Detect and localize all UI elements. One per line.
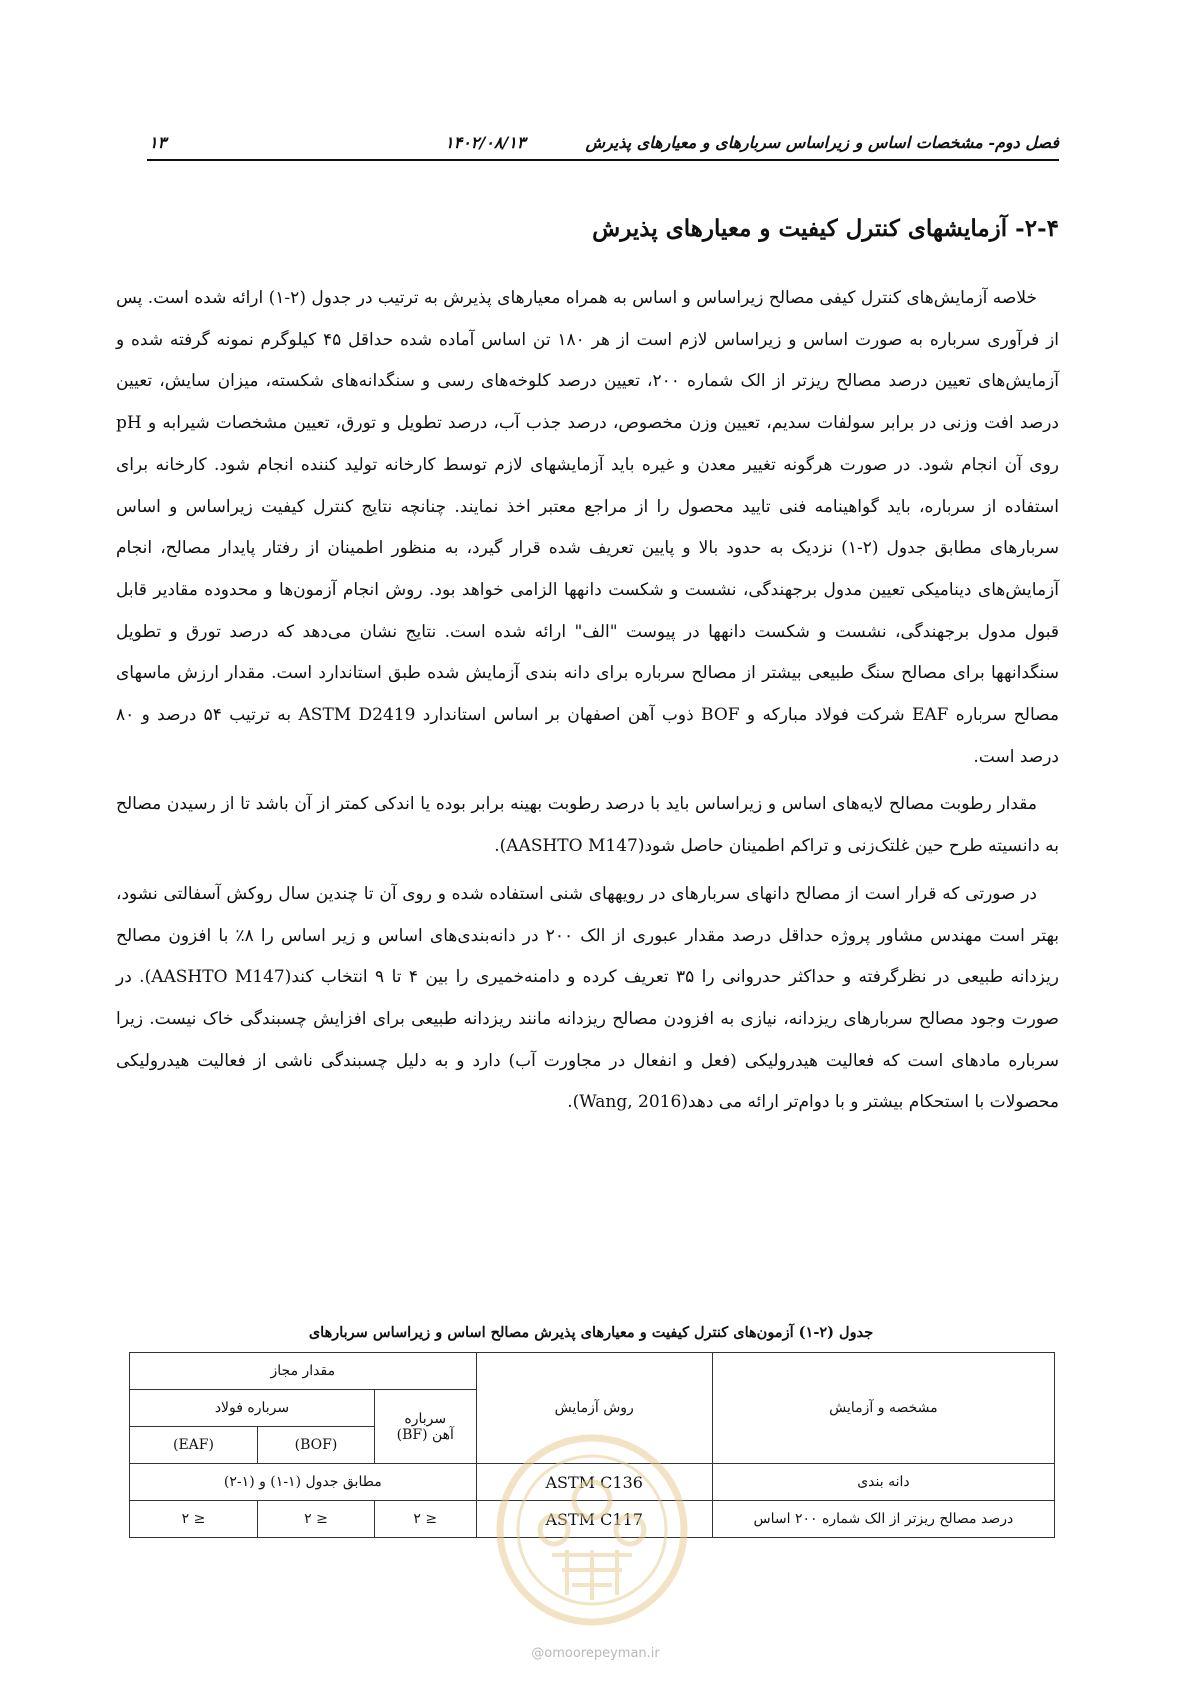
header-bf: [374, 1390, 476, 1464]
cell-allowed-merged: مطابق جدول (۱-۱) و (۱-۲): [130, 1464, 477, 1501]
paragraph-2: مقدار رطوبت مصالح لایه‌های اساس و زیراساس باید با درصد رطوبت بهینه برابر بوده یا اندکی کمتر از آن باشد تا از رسیدن مصالح به دانسیته طرح حین غلتک‌زنی و تراکم اطمینان حاصل شود(AASHTO M147).: [116, 794, 1059, 857]
cell-bf: ≤ ۲: [374, 1501, 476, 1538]
section-heading: ۲-۴- آزمایشهای کنترل کیفیت و معیارهای پذیرش: [592, 215, 1059, 242]
cell-method: ASTM C117: [476, 1501, 712, 1538]
running-header: [147, 133, 1059, 161]
table-caption: جدول (۲-۱) آزمون‌های کنترل کیفیت و معیارهای پذیرش مصالح اساس و زیراساس سربارهای: [308, 1324, 874, 1341]
cell-method: ASTM C136: [476, 1464, 712, 1501]
acceptance-criteria-table: [129, 1352, 1055, 1538]
page-number: ۱۳: [149, 133, 167, 152]
body-text: [116, 278, 1059, 1130]
table-row: [130, 1501, 1055, 1538]
paragraph-1: خلاصه آزمایش‌های کنترل کیفی مصالح زیراساس و اساس به همراه معیارهای پذیرش به ترتیب در جدول (۲-۱) ارائه شده است. پس از فرآوری سرباره به صورت اساس و زیراساس لازم است از هر ۱۸۰ تن اساس آماده شده حداقل ۴۵ کیلوگرم نمونه گرفته شده و آزمایش‌های تعیین درصد مصالح ریزتر از الک شماره ۲۰۰، تعیین درصد کلوخه‌های رسی و سنگدانه‌های شکسته، میزان سایش، تعیین درصد افت وزنی در برابر سولفات سدیم، تعیین وزن مخصوص، درصد جذب آب، درصد تطویل و تورق، تعیین مشخصات شیرابه و pH روی آن انجام شود. در صورت هرگونه تغییر معدن و غیره باید آزمایشهای لازم توسط کارخانه تولید کننده انجام شود. کارخانه برای استفاده از سرباره، باید گواهینامه فنی تایید محصول را از مراجع معتبر اخذ نمایند. چنانچه نتایج کنترل کیفیت زیراساس و اساس سربارهای مطابق جدول (۲-۱) نزدیک به حدود بالا و پایین تعریف شده قرار گیرد، به منظور اطمینان از رفتار پایدار مصالح، انجام آزمایش‌های دینامیکی تعیین مدول برجهندگی، نشست و شکست دانهها الزامی خواهد بود. روش انجام آزمون‌ها و محدوده مقادیر قابل قبول مدول برجهندگی، نشست و شکست دانهها در پیوست "الف" ارائه شده است. نتایج نشان می‌دهد که درصد تورق و تطویل سنگدانهها برای مصالح سنگ طبیعی بیشتر از مصالح سرباره برای دانه بندی آزمایش شده طبق استاندارد است. مقدار ارزش ماسهای مصالح سرباره EAF شرکت فولاد مبارکه و BOF ذوب آهن اصفهان بر اساس استاندارد ASTM D2419 به ترتیب ۵۴ درصد و ۸۰ درصد است.: [115, 288, 1059, 767]
cell-bof: ≤ ۲: [257, 1501, 374, 1538]
header-bf-top: سرباره: [404, 1410, 447, 1427]
header-allowed: مقدار مجاز: [130, 1353, 477, 1390]
cell-property: درصد مصالح ریزتر از الک شماره ۲۰۰ اساس: [712, 1501, 1054, 1538]
header-date: ۱۴۰۲/۰۸/۱۳: [445, 133, 526, 152]
header-eaf: (EAF): [130, 1427, 258, 1464]
header-method: روش آزمایش: [476, 1353, 712, 1464]
header-property: مشخصه و آزمایش: [712, 1353, 1054, 1464]
chapter-title: فصل دوم- مشخصات اساس و زیراساس سربارهای و معیارهای پذیرش: [585, 133, 1059, 152]
header-bof: (BOF): [257, 1427, 374, 1464]
cell-property: دانه بندی: [712, 1464, 1054, 1501]
paragraph-3: در صورتی که قرار است از مصالح دانهای سربارهای در رویههای شنی استفاده شده و روی آن تا چندین سال روکش آسفالتی نشود، بهتر است مهندس مشاور پروژه حداقل درصد مقدار عبوری از الک ۲۰۰ در دانه‌بندی‌های اساس و زیر اساس را ۸٪ با افزون مصالح ریزدانه طبیعی در نظرگرفته و حداکثر حدروانی را ۳۵ تعریف کرده و دامنه‌خمیری را بین ۴ تا ۹ انتخاب کند(AASHTO M147). در صورت وجود مصالح سربارهای ریزدانه، نیازی به افزودن مصالح ریزدانه مانند ریزدانه طبیعی برای افزایش چسبندگی خاک نیست. زیرا سرباره مادهای است که فعالیت هیدرولیکی (فعل و انفعال در مجاورت آب) دارد و به دلیل چسبندگی ناشی از فعالیت هیدرولیکی محصولات با استحکام بیشتر و با دوام‌تر ارائه می دهد(Wang, 2016).: [116, 883, 1060, 1113]
header-steel: سرباره فولاد: [130, 1390, 375, 1427]
site-watermark: @omoorepeyman.ir: [531, 1646, 660, 1661]
header-bf-bottom: آهن (BF): [396, 1426, 454, 1443]
table-row: [130, 1464, 1055, 1501]
cell-eaf: ≤ ۲: [130, 1501, 258, 1538]
table-header-row-1: [130, 1353, 1055, 1390]
